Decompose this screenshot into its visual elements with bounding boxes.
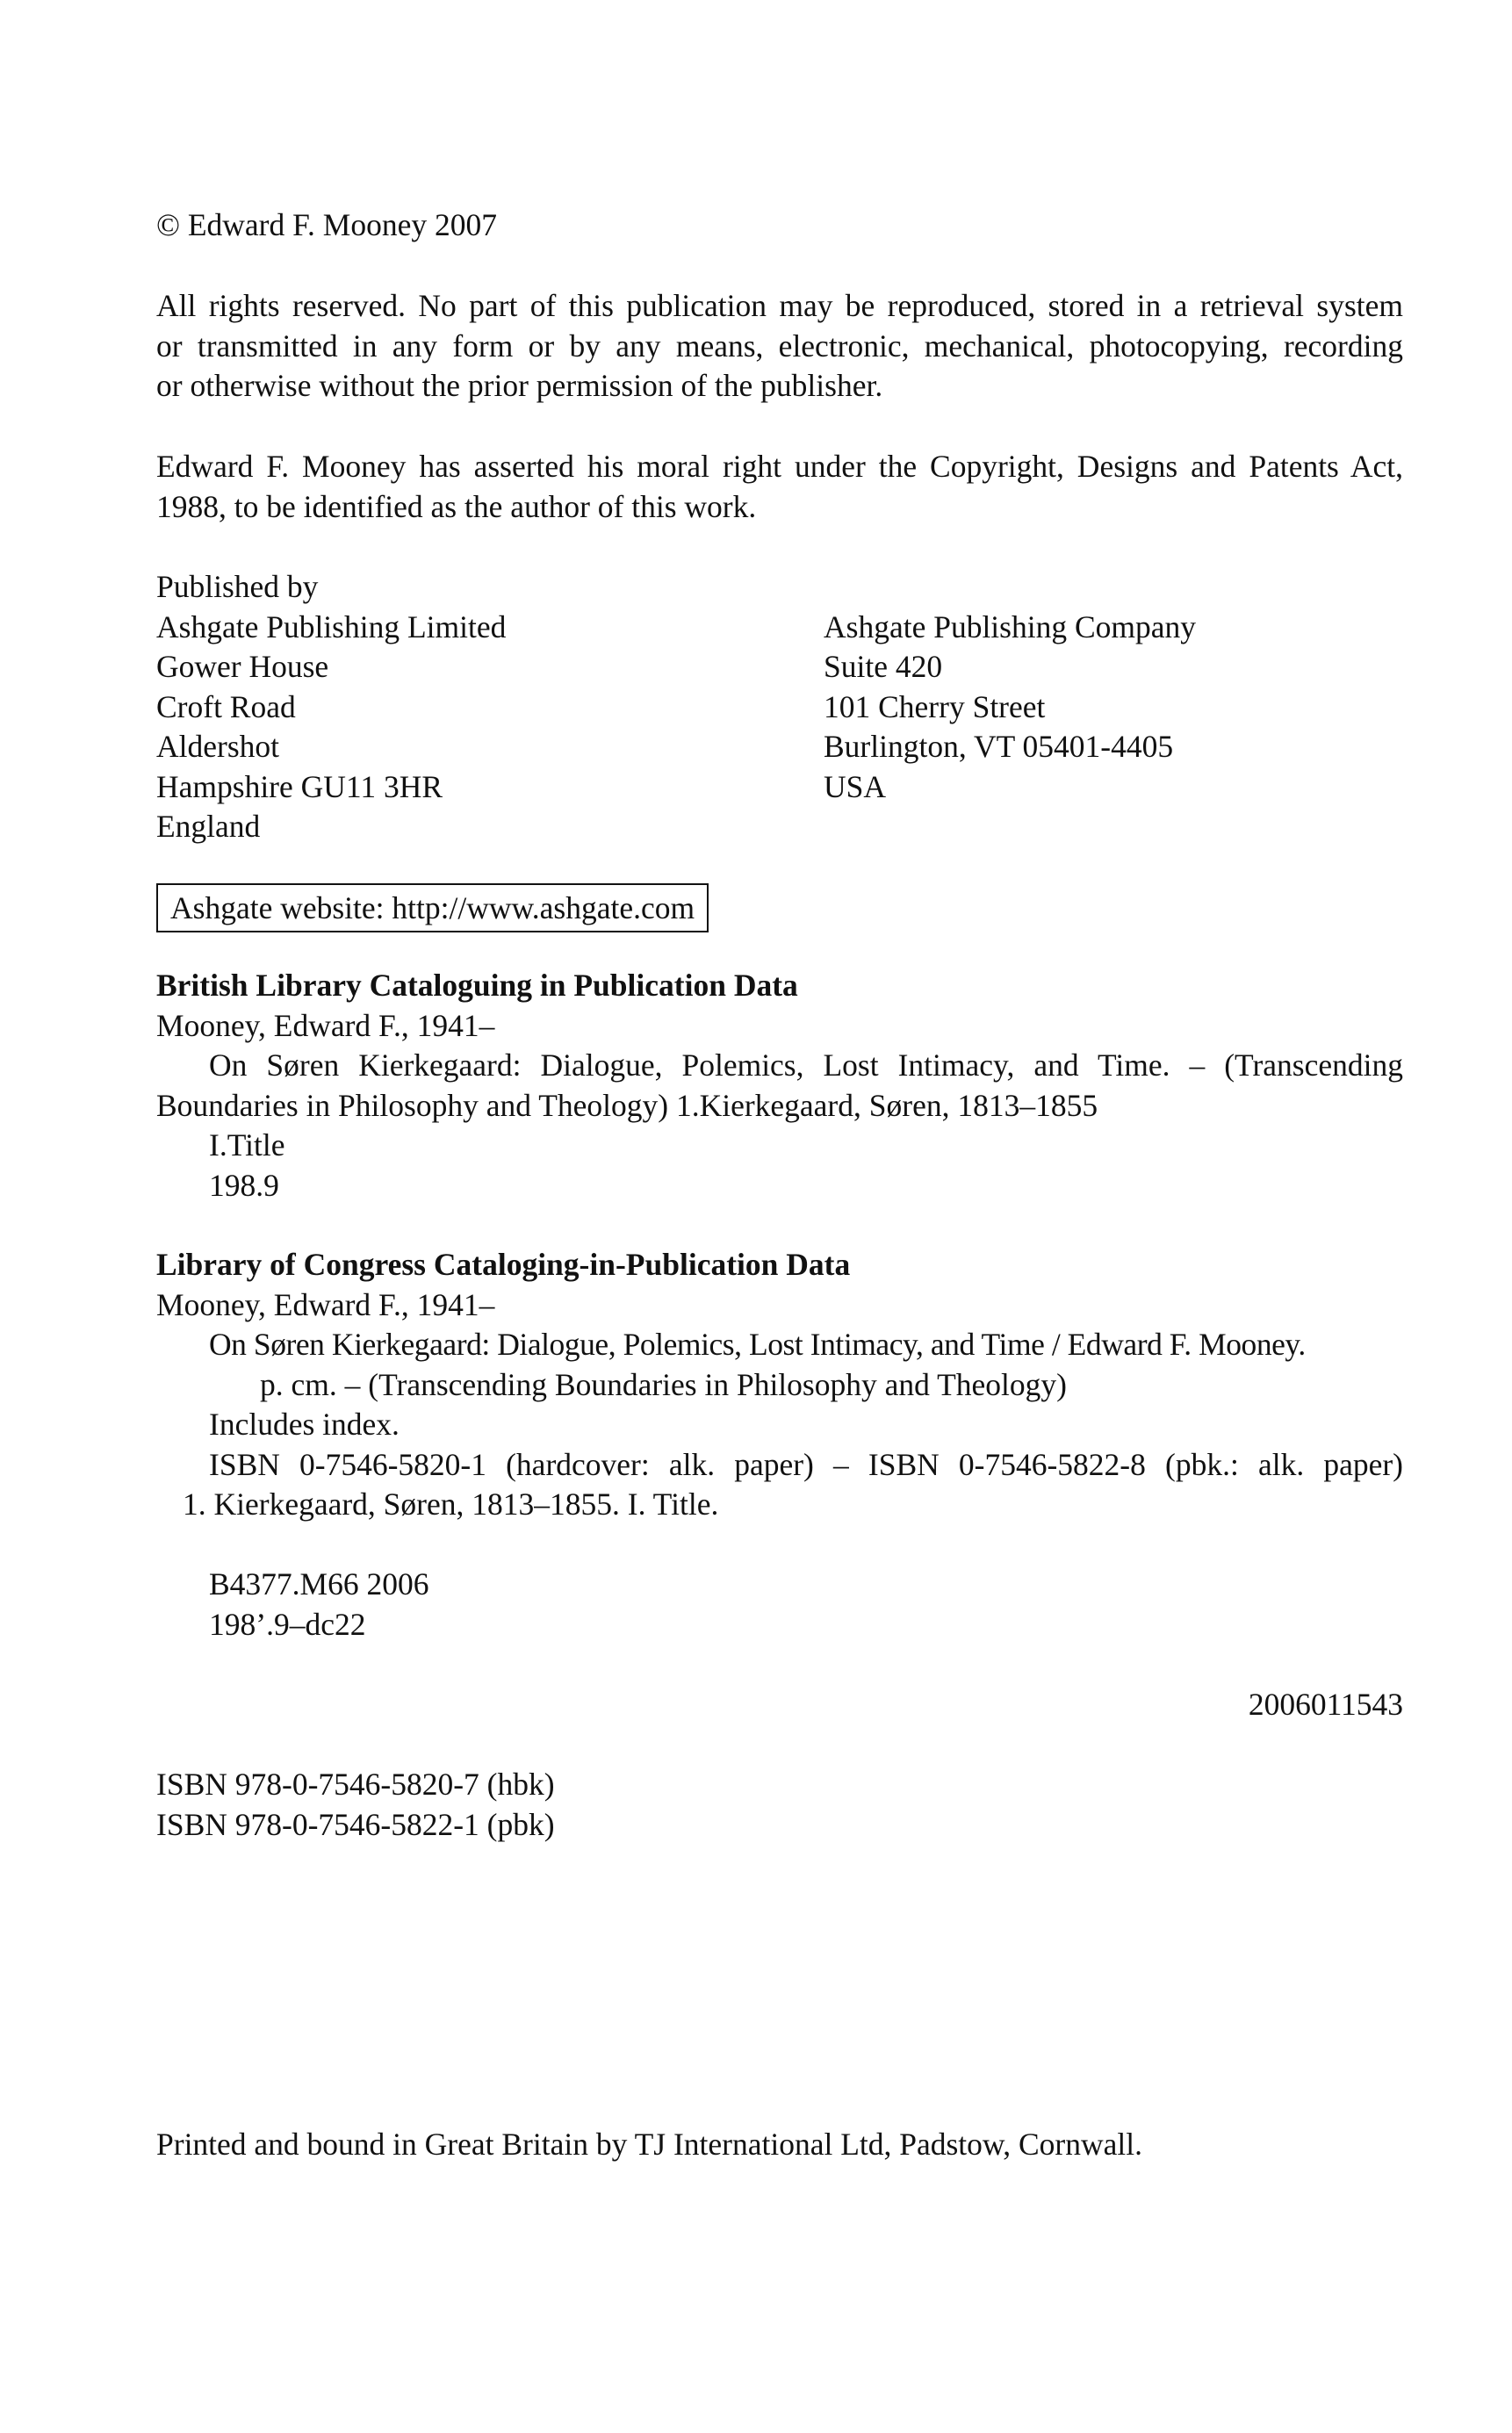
loc-control-number bbox=[156, 1685, 1403, 1725]
us-address bbox=[824, 608, 1196, 808]
copyright-notice bbox=[156, 205, 1403, 246]
publisher-section bbox=[156, 567, 1403, 857]
loc-call-number: B4377.M66 2006 bbox=[209, 1566, 429, 1602]
rights-paragraph bbox=[156, 286, 1403, 407]
uk-address-line: England bbox=[156, 809, 261, 844]
us-address-line: Ashgate Publishing Company bbox=[824, 608, 1197, 644]
bl-title-line: On Søren Kierkegaard: Dialogue, Polemics, Lost Intimacy, and Time. – (Transcending bbox=[209, 1047, 1403, 1083]
uk-address-line: Ashgate Publishing Limited bbox=[156, 608, 507, 644]
lccn: 2006011543 bbox=[1248, 1687, 1403, 1722]
us-address-line: 101 Cherry Street bbox=[824, 688, 1046, 724]
loc-series: p. cm. – (Transcending Boundaries in Philosophy and Theology) bbox=[260, 1366, 1067, 1402]
website-box: Ashgate website: http://www.ashgate.com bbox=[156, 883, 709, 932]
rights-line: or transmitted in any form or by any means, electronic, mechanical, photocopying, recording bbox=[156, 328, 1403, 364]
copyright-page bbox=[156, 0, 1403, 2433]
copyright-text: © Edward F. Mooney 2007 bbox=[156, 207, 497, 242]
british-library-cip bbox=[156, 966, 1403, 1206]
uk-address-line: Gower House bbox=[156, 649, 329, 684]
moral-right-line: 1988, to be identified as the author of this work. bbox=[156, 488, 757, 524]
uk-address-line: Croft Road bbox=[156, 688, 296, 724]
bl-author: Mooney, Edward F., 1941– bbox=[156, 1007, 495, 1043]
moral-right-line: Edward F. Mooney has asserted his moral right under the Copyright, Designs and Patents Act, bbox=[156, 449, 1403, 484]
library-of-congress-cip bbox=[156, 1245, 1403, 1525]
loc-author: Mooney, Edward F., 1941– bbox=[156, 1286, 495, 1322]
loc-dewey: 198’.9–dc22 bbox=[209, 1606, 366, 1642]
us-address-line: Suite 420 bbox=[824, 649, 943, 684]
isbn-block bbox=[156, 1765, 1403, 1845]
us-address-line: Burlington, VT 05401-4405 bbox=[824, 729, 1174, 764]
loc-classification bbox=[156, 1565, 1403, 1645]
printer-notice bbox=[156, 2125, 1403, 2165]
rights-line: or otherwise without the prior permission of the publisher. bbox=[156, 368, 883, 403]
uk-address-line: Aldershot bbox=[156, 729, 280, 764]
loc-title: On Søren Kierkegaard: Dialogue, Polemics, Lost Intimacy, and Time / Edward F. Mooney. bbox=[209, 1327, 1306, 1362]
bl-title-line: Boundaries in Philosophy and Theology) 1.Kierkegaard, Søren, 1813–1855 bbox=[156, 1087, 1098, 1123]
isbn-pbk: ISBN 978-0-7546-5822-1 (pbk) bbox=[156, 1806, 555, 1842]
published-by-heading: Published by bbox=[156, 569, 319, 604]
rights-line: All rights reserved. No part of this publication may be reproduced, stored in a retrieval system bbox=[156, 288, 1403, 323]
uk-address bbox=[156, 608, 506, 847]
loc-index: Includes index. bbox=[209, 1407, 400, 1442]
bl-subject: I.Title bbox=[209, 1127, 285, 1163]
loc-heading: Library of Congress Cataloging-in-Publication Data bbox=[156, 1247, 851, 1282]
uk-address-line: Hampshire GU11 3HR bbox=[156, 768, 443, 804]
loc-subject: 1. Kierkegaard, Søren, 1813–1855. I. Title. bbox=[183, 1486, 719, 1522]
printer-text: Printed and bound in Great Britain by TJ International Ltd, Padstow, Cornwall. bbox=[156, 2127, 1142, 2162]
us-address-line: USA bbox=[824, 768, 887, 804]
isbn-hbk: ISBN 978-0-7546-5820-7 (hbk) bbox=[156, 1767, 555, 1802]
bl-class-number: 198.9 bbox=[209, 1167, 279, 1203]
british-library-heading: British Library Cataloguing in Publication Data bbox=[156, 968, 798, 1003]
loc-isbn: ISBN 0-7546-5820-1 (hardcover: alk. paper) – ISBN 0-7546-5822-8 (pbk.: alk. paper) bbox=[209, 1446, 1403, 1482]
moral-right-paragraph bbox=[156, 447, 1403, 527]
